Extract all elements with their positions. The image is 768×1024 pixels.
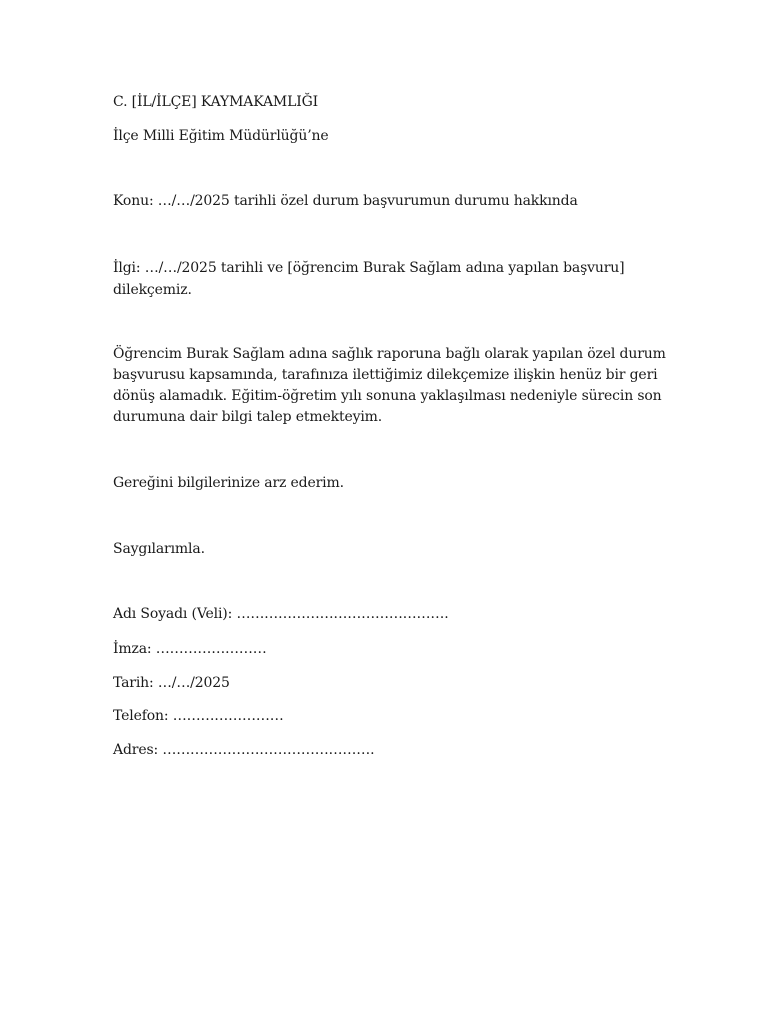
closing-request: Gereğini bilgilerinize arz ederim.	[113, 475, 344, 491]
authority-heading: C. [İL/İLÇE] KAYMAKAMLIĞI	[113, 94, 319, 110]
body-line-1: Öğrencim Burak Sağlam adına sağlık raporuna bağlı olarak yapılan özel durum	[113, 346, 666, 362]
phone-field: Telefon: ……………………	[113, 708, 284, 724]
closing-regards: Saygılarımla.	[113, 541, 205, 557]
body-line-3: dönüş alamadık. Eğitim-öğretim yılı sonuna yaklaşılması nedeniyle sürecin son	[113, 388, 662, 404]
subject-line: Konu: …/…/2025 tarihli özel durum başvurumun durumu hakkında	[113, 193, 578, 209]
signature-name-field: Adı Soyadı (Veli): ……………………………………….	[113, 606, 449, 622]
body-line-4: durumuna dair bilgi talep etmekteyim.	[113, 409, 383, 425]
signature-field: İmza: ……………………	[113, 641, 267, 657]
body-line-2: başvurusu kapsamında, tarafınıza ilettiğimiz dilekçemize ilişkin henüz bir geri	[113, 367, 658, 383]
recipient-line: İlçe Milli Eğitim Müdürlüğü’ne	[113, 128, 329, 144]
reference-line-1: İlgi: …/…/2025 tarihli ve [öğrencim Burak Sağlam adına yapılan başvuru]	[113, 260, 625, 276]
address-field: Adres: ……………………………………….	[113, 742, 375, 758]
reference-line-2: dilekçemiz.	[113, 282, 192, 298]
date-field: Tarih: …/…/2025	[113, 675, 230, 691]
